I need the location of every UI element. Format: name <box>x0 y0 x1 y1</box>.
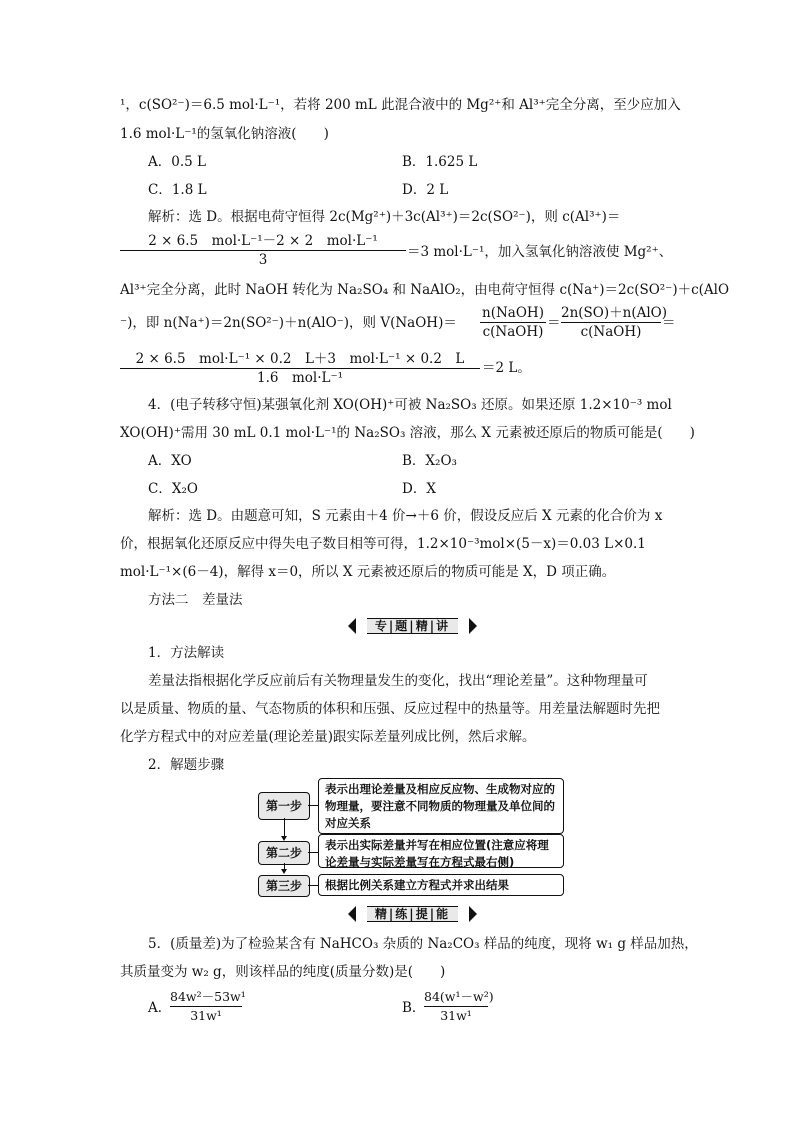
q3-solution-line1: 解析：选 D。根据电荷守恒得 2c(Mg²⁺)＋3c(Al³⁺)＝2c(SO²⁻)，则 c(Al³⁺)＝ <box>148 209 621 225</box>
fraction-numerator: 84(w¹－w²) <box>424 989 494 1004</box>
q4-option-c: C．X₂O <box>148 481 198 497</box>
q4-solution-line2: 价，根据氧化还原反应中得失电子数目相等可得，1.2×10⁻³mol×(5－x)＝0.03 L×0.1 <box>120 536 646 552</box>
q4-option-b: B．X₂O₃ <box>402 453 457 469</box>
q5-line2: 其质量变为 w₂ g，则该样品的纯度(质量分数)是( ) <box>120 964 446 980</box>
equals-sign: ＝ <box>547 315 561 331</box>
fraction-numerator: n(NaOH) <box>482 305 544 321</box>
q3-fraction-volume <box>120 350 480 387</box>
q3-line2: 1.6 mol·L⁻¹的氢氧化钠溶液( ) <box>120 126 329 142</box>
q3-solution-final: ＝2 L。 <box>482 360 531 376</box>
q3-option-d: D．2 L <box>402 182 449 198</box>
q3-solution-line4: ⁻)，即 n(Na⁺)＝2n(SO²⁻)＋n(AlO⁻)，则 V(NaOH)＝ <box>120 315 457 331</box>
q4-option-d: D．X <box>402 481 436 497</box>
q5-option-a-fraction <box>170 988 246 1025</box>
method-title: 方法二 差量法 <box>148 592 243 608</box>
q3-solution-line2-tail: ＝3 mol·L⁻¹，加入氢氧化钠溶液使 Mg²⁺、 <box>407 244 673 260</box>
step-2-description: 表示出实际差量并写在相应位置(注意应将理论差量与实际差量写在方程式最右侧) <box>318 834 564 868</box>
step-2-label: 第二步 <box>258 841 310 865</box>
paragraph-line3: 化学方程式中的对应差量(理论差量)跟实际差量列成比例，然后求解。 <box>120 729 536 745</box>
q3-line1: ¹，c(SO²⁻)＝6.5 mol·L⁻¹，若将 200 mL 此混合液中的 Mg²⁺和 Al³⁺完全分离，至少应加入 <box>120 97 681 113</box>
q3-solution-line3: Al³⁺完全分离，此时 NaOH 转化为 Na₂SO₄ 和 NaAlO₂，由电荷守恒得 c(Na⁺)＝2c(SO²⁻)＋c(AlO <box>120 282 730 298</box>
fraction-denominator: 3 <box>258 252 268 268</box>
q3-fraction-charge <box>561 304 667 341</box>
fraction-denominator: c(NaOH) <box>580 324 642 340</box>
step-3-description: 根据比例关系建立方程式并求出结果 <box>318 874 564 896</box>
step-3-label: 第三步 <box>258 875 310 897</box>
q4-solution-line1: 解析：选 D。由题意可知，S 元素由＋4 价→＋6 价，假设反应后 X 元素的化合价为 x <box>148 508 663 524</box>
q4-line1: 4．(电子转移守恒)某强氧化剂 XO(OH)⁺可被 Na₂SO₃ 还原。如果还原 1.2×10⁻³ mol <box>148 397 672 413</box>
q3-fraction-n-over-c <box>480 304 546 341</box>
q3-option-b: B．1.625 L <box>402 154 478 170</box>
q5-option-b-label: B． <box>402 1000 426 1016</box>
banner-practice <box>350 906 475 922</box>
equals-sign: ＝ <box>662 315 676 331</box>
fraction-numerator: 2 × 6.5 mol·L⁻¹－2 × 2 mol·L⁻¹ <box>148 233 378 249</box>
banner-topic-lecture <box>350 618 475 634</box>
q3-option-c: C．1.8 L <box>148 182 207 198</box>
step-1-description: 表示出理论差量及相应反应物、生成物对应的物理量，要注意不同物质的物理量及单位间的对应关系 <box>318 778 564 834</box>
fraction-denominator: c(NaOH) <box>482 324 544 340</box>
q4-solution-line3: mol·L⁻¹×(6－4)，解得 x＝0，所以 X 元素被还原后的物质可能是 X，D 项正确。 <box>120 564 616 580</box>
q4-line2: XO(OH)⁺需用 30 mL 0.1 mol·L⁻¹的 Na₂SO₃ 溶液，那么 X 元素被还原后的物质可能是( ) <box>120 425 695 441</box>
step-1-label: 第一步 <box>258 792 310 820</box>
banner-label: 专|题|精|讲 <box>367 618 458 634</box>
fraction-numerator: 2n(SO)＋n(AlO) <box>561 305 667 321</box>
q3-option-a: A．0.5 L <box>148 154 206 170</box>
q5-line1: 5．(质量差)为了检验某含有 NaHCO₃ 杂质的 Na₂CO₃ 样品的纯度，现将 w₁ g 样品加热， <box>148 936 698 952</box>
paragraph-line1: 差量法指根据化学反应前后有关物理量发生的变化，找出“理论差量”。这种物理量可 <box>148 673 648 689</box>
fraction-denominator: 31w¹ <box>440 1008 472 1023</box>
q3-fraction-al <box>120 232 406 269</box>
arrow-down-icon <box>281 869 287 874</box>
heading-method-reading: 1．方法解读 <box>148 645 225 661</box>
banner-label: 精|练|提|能 <box>367 906 458 922</box>
q5-option-b-fraction <box>424 988 494 1025</box>
fraction-denominator: 1.6 mol·L⁻¹ <box>256 370 343 386</box>
q4-option-a: A．XO <box>148 453 192 469</box>
q5-option-a-label: A． <box>148 1000 172 1016</box>
fraction-numerator: 84w²－53w¹ <box>170 989 246 1004</box>
paragraph-line2: 以是质量、物质的量、气态物质的体积和压强、反应过程中的热量等。用差量法解题时先把 <box>120 701 660 717</box>
fraction-denominator: 31w¹ <box>190 1008 222 1023</box>
heading-solving-steps: 2．解题步骤 <box>148 757 225 773</box>
fraction-numerator: 2 × 6.5 mol·L⁻¹ × 0.2 L＋3 mol·L⁻¹ × 0.2 L <box>135 351 465 367</box>
